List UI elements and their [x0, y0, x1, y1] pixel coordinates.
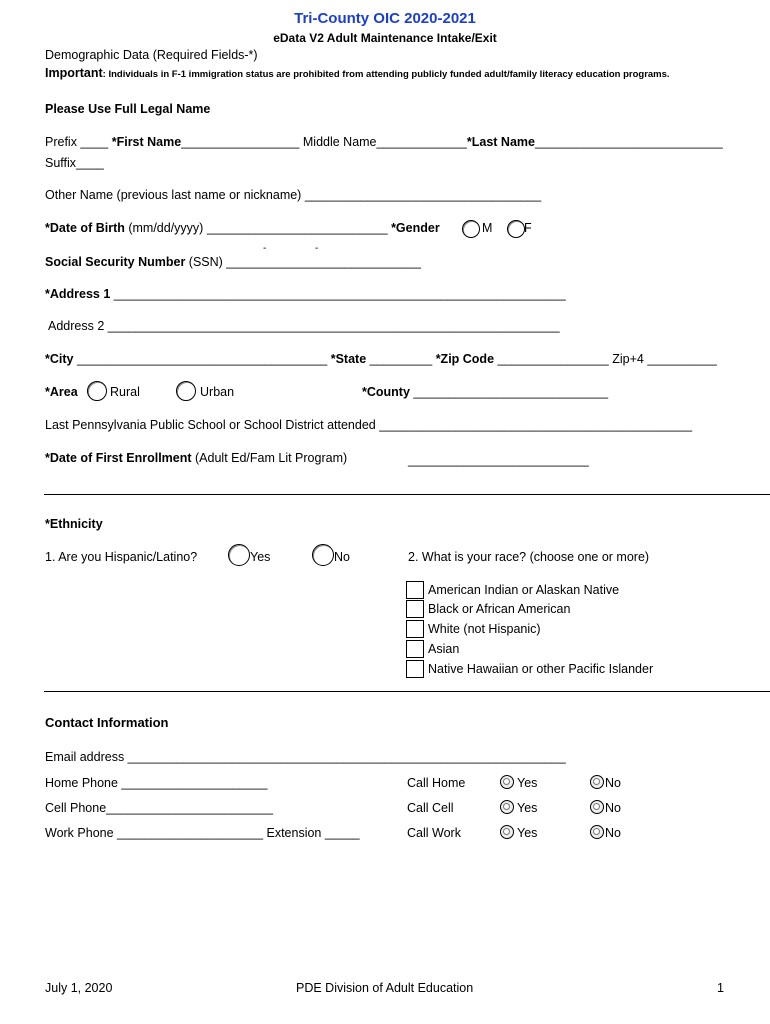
ssn-row	[45, 255, 421, 269]
race-checkbox[interactable]	[406, 581, 424, 599]
address1-field[interactable]: _________________________________________________________________	[110, 287, 566, 301]
area-urban-label: Urban	[200, 385, 235, 399]
area-label: *Area	[45, 385, 78, 399]
hispanic-no-radio[interactable]	[312, 544, 334, 566]
call-home-no-radio[interactable]	[590, 775, 604, 789]
race-checkbox[interactable]	[406, 660, 424, 678]
call-home-label: Call Home	[407, 776, 466, 790]
hispanic-question: 1. Are you Hispanic/Latino?	[45, 550, 198, 564]
race-option-label: American Indian or Alaskan Native	[428, 583, 620, 597]
contact-heading: Contact Information	[45, 715, 169, 730]
zip4-field[interactable]: Zip+4 __________	[612, 352, 717, 366]
call-cell-yes-radio[interactable]	[500, 800, 514, 814]
call-work-yes-label: Yes	[517, 826, 538, 840]
enroll-field[interactable]: __________________________	[408, 453, 589, 467]
race-question: 2. What is your race? (choose one or more)	[408, 550, 650, 564]
dob-row	[45, 221, 440, 235]
race-option-label: Asian	[428, 642, 460, 656]
call-home-yes-label: Yes	[517, 776, 538, 790]
zip-label: *Zip Code	[435, 352, 495, 366]
footer-date: July 1, 2020	[45, 981, 113, 995]
ssn-dash-2: -	[315, 243, 319, 254]
area-urban-radio[interactable]	[176, 381, 196, 401]
address1-label: *Address 1	[45, 287, 111, 301]
call-cell-no-label: No	[605, 801, 621, 815]
last-name-label: *Last Name	[466, 135, 535, 149]
race-option-label: Black or African American	[428, 602, 571, 616]
race-checkbox[interactable]	[406, 600, 424, 618]
last-school-field[interactable]: Last Pennsylvania Public School or School District attended _____________________________________________	[45, 418, 693, 432]
home-phone-field[interactable]: Home Phone _____________________	[45, 776, 268, 790]
first-name-label: *First Name	[111, 135, 182, 149]
ssn-field[interactable]: (SSN) ____________________________	[185, 255, 421, 269]
call-work-label: Call Work	[407, 826, 461, 840]
other-name-field[interactable]: Other Name (previous last name or nickname) __________________________________	[45, 188, 542, 202]
county-row	[362, 385, 608, 399]
area-rural-radio[interactable]	[87, 381, 107, 401]
county-field[interactable]: ____________________________	[409, 385, 609, 399]
race-checkbox[interactable]	[406, 640, 424, 658]
gender-f-radio[interactable]	[507, 220, 525, 238]
dob-label: *Date of Birth	[45, 221, 125, 235]
section-divider-1	[44, 494, 770, 495]
address2-field[interactable]: Address 2 _________________________________________________________________	[48, 319, 560, 333]
enroll-sub-label: (Adult Ed/Fam Lit Program)	[191, 451, 348, 465]
enroll-label: *Date of First Enrollment	[45, 451, 192, 465]
hispanic-yes-label: Yes	[250, 550, 271, 564]
important-label: Important	[45, 66, 103, 80]
area-rural-label: Rural	[110, 385, 140, 399]
call-work-no-radio[interactable]	[590, 825, 604, 839]
form-subtitle: eData V2 Adult Maintenance Intake/Exit	[273, 31, 497, 45]
work-phone-field[interactable]: Work Phone _____________________ Extension _____	[45, 826, 360, 840]
call-home-no-label: No	[605, 776, 621, 790]
race-checkbox[interactable]	[406, 620, 424, 638]
hispanic-no-label: No	[334, 550, 350, 564]
important-text: : Individuals in F-1 immigration status are prohibited from attending publicly funded adult/family literacy education programs.	[102, 69, 670, 80]
suffix-field[interactable]: Suffix____	[45, 156, 104, 170]
ethnicity-heading: *Ethnicity	[45, 517, 103, 531]
first-name-field[interactable]: _________________	[181, 135, 300, 149]
email-field[interactable]: Email address _______________________________________________________________	[45, 750, 566, 764]
county-label: *County	[362, 385, 410, 399]
important-notice	[45, 66, 670, 80]
last-name-field[interactable]: ___________________________	[534, 135, 723, 149]
ssn-label: Social Security Number	[45, 255, 186, 269]
demographic-label: Demographic Data (Required Fields-*)	[45, 48, 258, 62]
form-title: Tri-County OIC 2020-2021	[294, 10, 476, 27]
hispanic-yes-radio[interactable]	[228, 544, 250, 566]
footer-center: PDE Division of Adult Education	[296, 981, 474, 995]
call-cell-yes-label: Yes	[517, 801, 538, 815]
call-cell-label: Call Cell	[407, 801, 454, 815]
zip-field[interactable]: ________________	[494, 352, 609, 366]
city-label: *City	[45, 352, 74, 366]
gender-label: *Gender	[391, 221, 440, 235]
call-home-yes-radio[interactable]	[500, 775, 514, 789]
gender-m-radio[interactable]	[462, 220, 480, 238]
section-divider-2	[44, 691, 770, 692]
race-option-label: Native Hawaiian or other Pacific Islander	[428, 662, 654, 676]
city-field[interactable]: ____________________________________	[73, 352, 328, 366]
city-row	[45, 352, 717, 366]
gender-m-label: M	[482, 221, 493, 235]
cell-phone-field[interactable]: Cell Phone________________________	[45, 801, 273, 815]
gender-f-label: F	[524, 221, 532, 235]
call-cell-no-radio[interactable]	[590, 800, 604, 814]
state-label: *State	[330, 352, 367, 366]
middle-name-field[interactable]: Middle Name_____________	[302, 135, 467, 149]
legal-name-heading: Please Use Full Legal Name	[45, 102, 211, 116]
call-work-no-label: No	[605, 826, 621, 840]
prefix-field[interactable]: Prefix ____	[45, 135, 109, 149]
dob-field[interactable]: (mm/dd/yyyy) __________________________	[124, 221, 388, 235]
state-field[interactable]: _________	[366, 352, 433, 366]
address1-row	[45, 287, 566, 301]
race-option-label: White (not Hispanic)	[428, 622, 541, 636]
enroll-row	[45, 451, 347, 465]
name-row	[45, 135, 723, 149]
ssn-dash-1: -	[263, 243, 267, 254]
page-number: 1	[717, 981, 724, 995]
call-work-yes-radio[interactable]	[500, 825, 514, 839]
